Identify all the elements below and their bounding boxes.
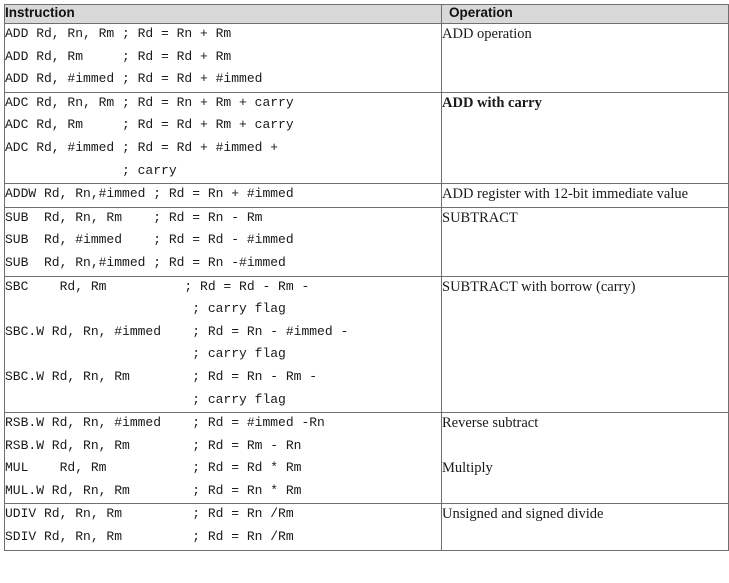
instruction-line: ADC Rd, #immed ; Rd = Rd + #immed +: [5, 139, 279, 155]
instruction-line: SBC.W Rd, Rn, #immed ; Rd = Rn - #immed -: [5, 323, 349, 339]
instruction-cell: [5, 92, 442, 183]
instruction-line: ADD Rd, #immed ; Rd = Rd + #immed: [5, 71, 263, 87]
instruction-column-header: Instruction: [5, 5, 442, 24]
instruction-table: [4, 4, 729, 551]
operation-description: ADD register with 12-bit immediate value: [442, 186, 689, 203]
operation-description: Multiply: [442, 460, 493, 477]
instruction-line: ADC Rd, Rm ; Rd = Rd + Rm + carry: [5, 117, 294, 133]
instruction-line: ADD Rd, Rm ; Rd = Rd + Rm: [5, 48, 232, 64]
instruction-line: RSB.W Rd, Rn, Rm ; Rd = Rm - Rn: [5, 437, 302, 453]
table-row: [5, 92, 729, 183]
operation-cell: [442, 504, 729, 550]
instruction-line: SUB Rd, Rn,#immed ; Rd = Rn -#immed: [5, 254, 286, 270]
operation-description: SUBTRACT: [442, 209, 518, 226]
operation-description: ADD with carry: [442, 94, 542, 111]
operation-description: [442, 436, 728, 459]
table-row: [5, 276, 729, 413]
operation-cell: [442, 207, 729, 276]
table-row: [5, 184, 729, 208]
instruction-line: ADDW Rd, Rn,#immed ; Rd = Rn + #immed: [5, 186, 294, 202]
instruction-cell: [5, 276, 442, 413]
instruction-line: UDIV Rd, Rn, Rm ; Rd = Rn /Rm: [5, 506, 294, 522]
header-row: [5, 5, 729, 24]
instruction-line: SDIV Rd, Rn, Rm ; Rd = Rn /Rm: [5, 529, 294, 545]
instruction-line: MUL.W Rd, Rn, Rm ; Rd = Rn * Rm: [5, 482, 302, 498]
instruction-line: ; carry flag: [5, 346, 286, 362]
operation-cell: [442, 184, 729, 208]
instruction-line: SUB Rd, #immed ; Rd = Rd - #immed: [5, 232, 294, 248]
instruction-line: SBC Rd, Rm ; Rd = Rd - Rm -: [5, 278, 310, 294]
operation-cell: [442, 92, 729, 183]
instruction-line: MUL Rd, Rm ; Rd = Rd * Rm: [5, 460, 302, 476]
table-row: [5, 504, 729, 550]
instruction-line: ADC Rd, Rn, Rm ; Rd = Rn + Rm + carry: [5, 94, 294, 110]
instruction-line: ; carry flag: [5, 301, 286, 317]
instruction-cell: [5, 184, 442, 208]
instruction-cell: [5, 413, 442, 504]
instruction-cell: [5, 504, 442, 550]
instruction-line: ADD Rd, Rn, Rm ; Rd = Rn + Rm: [5, 26, 232, 41]
instruction-line: SBC.W Rd, Rn, Rm ; Rd = Rn - Rm -: [5, 368, 318, 384]
table-row: [5, 24, 729, 93]
operation-description: ADD operation: [442, 26, 532, 42]
operation-cell: [442, 276, 729, 413]
operation-description: [442, 481, 728, 504]
operation-description: Reverse subtract: [442, 415, 539, 432]
instruction-cell: [5, 24, 442, 93]
table-row: [5, 207, 729, 276]
operation-cell: [442, 413, 729, 504]
operation-column-header: Operation: [442, 5, 729, 24]
instruction-line: ; carry: [5, 162, 177, 178]
instruction-cell: [5, 207, 442, 276]
instruction-line: RSB.W Rd, Rn, #immed ; Rd = #immed -Rn: [5, 415, 325, 431]
operation-cell: [442, 24, 729, 93]
instruction-line: ; carry flag: [5, 391, 286, 407]
operation-description: SUBTRACT with borrow (carry): [442, 278, 636, 295]
operation-description: Unsigned and signed divide: [442, 506, 604, 523]
table-row: [5, 413, 729, 504]
instruction-line: SUB Rd, Rn, Rm ; Rd = Rn - Rm: [5, 209, 263, 225]
